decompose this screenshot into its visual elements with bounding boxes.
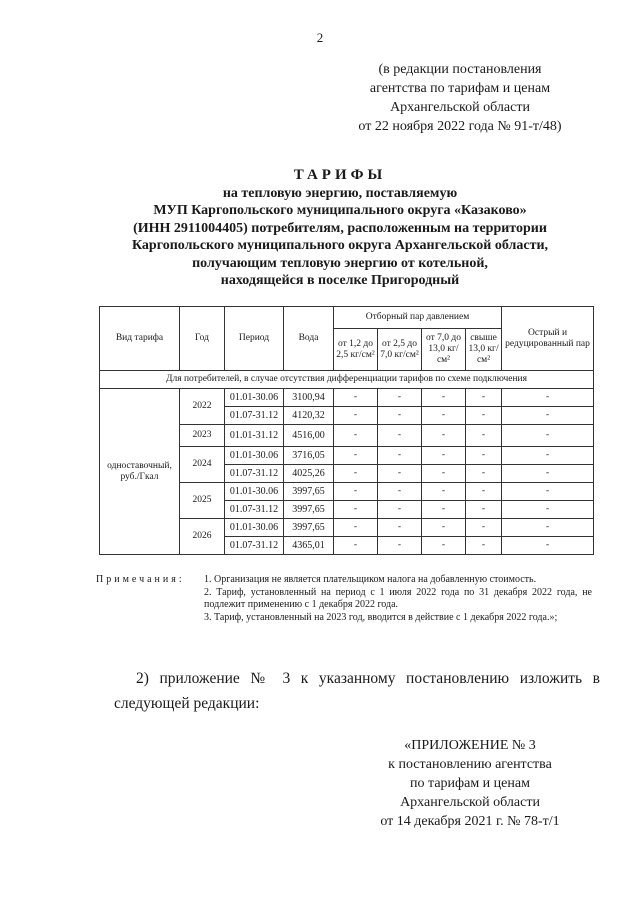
- title-line: Каргопольского муниципального округа Архангельской области,: [131, 238, 549, 253]
- dash-cell: -: [378, 389, 422, 407]
- redaction-line: (в редакции постановления: [378, 62, 542, 77]
- section-title: Для потребителей, в случае отсутствия дифференциации тарифов по схеме подключения: [100, 371, 594, 389]
- dash-cell: -: [334, 501, 378, 519]
- dash-cell: -: [378, 537, 422, 555]
- redaction-line: агентства по тарифам и ценам: [369, 81, 551, 96]
- title-line: МУП Каргопольского муниципального округа «Казаково»: [153, 203, 527, 218]
- dash-cell: -: [422, 483, 466, 501]
- title-line: получающим тепловую энергию от котельной,: [192, 255, 488, 271]
- appendix-line: Архангельской области: [400, 795, 540, 810]
- year-cell: 2023: [180, 425, 225, 447]
- dash-cell: -: [334, 537, 378, 555]
- header-steam-2: от 2,5 до 7,0 кг/см²: [378, 329, 422, 371]
- header-steam-group: Отборный пар давлением: [334, 307, 502, 329]
- period-cell: 01.01-30.06: [225, 447, 284, 465]
- header-sharp-steam: Острый и редуцированный пар: [502, 307, 594, 371]
- dash-cell: -: [422, 447, 466, 465]
- title-line: на тепловую энергию, поставляемую: [222, 185, 458, 201]
- header-steam-4: свыше 13,0 кг/см²: [466, 329, 502, 371]
- water-value: 4365,01: [284, 537, 334, 555]
- dash-cell: -: [466, 537, 502, 555]
- dash-cell: -: [422, 501, 466, 519]
- dash-cell: -: [422, 425, 466, 447]
- dash-cell: -: [378, 483, 422, 501]
- period-cell: 01.01-30.06: [225, 483, 284, 501]
- document-title: [80, 167, 600, 290]
- dash-cell: -: [466, 519, 502, 537]
- dash-cell: -: [422, 389, 466, 407]
- title-line: (ИНН 2911004405) потребителям, расположенным на территории: [133, 220, 547, 236]
- appendix-line: от 14 декабря 2021 г. № 78-т/1: [380, 814, 560, 829]
- note-item: 2. Тариф, установленный на период с 1 июля 2022 года по 31 декабря 2022 года, не подлежит применению с 1 декабря 2022 года.: [204, 586, 592, 610]
- dash-cell: -: [378, 465, 422, 483]
- note-item: 1. Организация не является плательщиком налога на добавленную стоимость.: [204, 574, 537, 585]
- note-item: 3. Тариф, установленный на 2023 год, вводится в действие с 1 декабря 2022 года.»;: [204, 611, 558, 623]
- dash-cell: -: [466, 465, 502, 483]
- header-steam-1: от 1,2 до 2,5 кг/см²: [334, 329, 378, 371]
- water-value: 3997,65: [284, 483, 334, 501]
- header-steam-3: от 7,0 до 13,0 кг/см²: [422, 329, 466, 371]
- header-tariff-type: Вид тарифа: [100, 307, 180, 371]
- dash-cell: -: [422, 519, 466, 537]
- dash-cell: -: [502, 447, 594, 465]
- header-water: Вода: [284, 307, 334, 371]
- dash-cell: -: [378, 519, 422, 537]
- dash-cell: -: [334, 483, 378, 501]
- dash-cell: -: [378, 407, 422, 425]
- water-value: 4120,32: [284, 407, 334, 425]
- header-period: Период: [225, 307, 284, 371]
- dash-cell: -: [466, 447, 502, 465]
- water-value: 3997,65: [284, 501, 334, 519]
- appendix-line: к постановлению агентства: [388, 757, 552, 772]
- dash-cell: -: [422, 465, 466, 483]
- notes-label: Примечания:: [96, 574, 185, 585]
- tariff-table: [99, 306, 594, 555]
- title-line: находящейся в поселке Пригородный: [220, 273, 460, 288]
- dash-cell: -: [502, 425, 594, 447]
- dash-cell: -: [334, 425, 378, 447]
- water-value: 3716,05: [284, 447, 334, 465]
- dash-cell: -: [334, 407, 378, 425]
- dash-cell: -: [378, 447, 422, 465]
- dash-cell: -: [502, 407, 594, 425]
- water-value: 3100,94: [284, 389, 334, 407]
- period-cell: 01.01-30.06: [225, 519, 284, 537]
- year-cell: 2025: [180, 483, 225, 519]
- dash-cell: -: [334, 389, 378, 407]
- dash-cell: -: [466, 389, 502, 407]
- dash-cell: -: [378, 425, 422, 447]
- year-cell: 2022: [180, 389, 225, 425]
- period-cell: 01.01-30.06: [225, 389, 284, 407]
- period-cell: 01.07-31.12: [225, 537, 284, 555]
- dash-cell: -: [502, 389, 594, 407]
- header-year: Год: [180, 307, 225, 371]
- table-row: [100, 389, 594, 407]
- dash-cell: -: [466, 407, 502, 425]
- year-cell: 2026: [180, 519, 225, 555]
- redaction-note: [330, 60, 590, 136]
- tariff-type-cell: одноставочный, руб./Гкал: [100, 389, 180, 555]
- dash-cell: -: [334, 519, 378, 537]
- dash-cell: -: [466, 483, 502, 501]
- dash-cell: -: [502, 465, 594, 483]
- year-cell: 2024: [180, 447, 225, 483]
- period-cell: 01.07-31.12: [225, 501, 284, 519]
- dash-cell: -: [502, 537, 594, 555]
- dash-cell: -: [502, 483, 594, 501]
- appendix-header: [350, 736, 590, 831]
- notes-list: [204, 574, 592, 624]
- dash-cell: -: [334, 465, 378, 483]
- period-cell: 01.07-31.12: [225, 407, 284, 425]
- dash-cell: -: [378, 501, 422, 519]
- redaction-line: от 22 ноября 2022 года № 91-т/48): [358, 119, 562, 134]
- dash-cell: -: [502, 519, 594, 537]
- dash-cell: -: [422, 537, 466, 555]
- title-main: ТАРИФЫ: [293, 167, 387, 183]
- dash-cell: -: [334, 447, 378, 465]
- appendix-line: по тарифам и ценам: [410, 776, 530, 791]
- page-number: 2: [316, 30, 324, 45]
- water-value: 4025,26: [284, 465, 334, 483]
- dash-cell: -: [502, 501, 594, 519]
- instruction-paragraph: 2) приложение № 3 к указанному постановлению изложить в следующей редакции:: [114, 670, 600, 712]
- period-cell: 01.07-31.12: [225, 465, 284, 483]
- appendix-line: «ПРИЛОЖЕНИЕ № 3: [404, 738, 536, 753]
- period-cell: 01.01-31.12: [225, 425, 284, 447]
- redaction-line: Архангельской области: [390, 100, 530, 115]
- water-value: 3997,65: [284, 519, 334, 537]
- water-value: 4516,00: [284, 425, 334, 447]
- dash-cell: -: [422, 407, 466, 425]
- dash-cell: -: [466, 425, 502, 447]
- dash-cell: -: [466, 501, 502, 519]
